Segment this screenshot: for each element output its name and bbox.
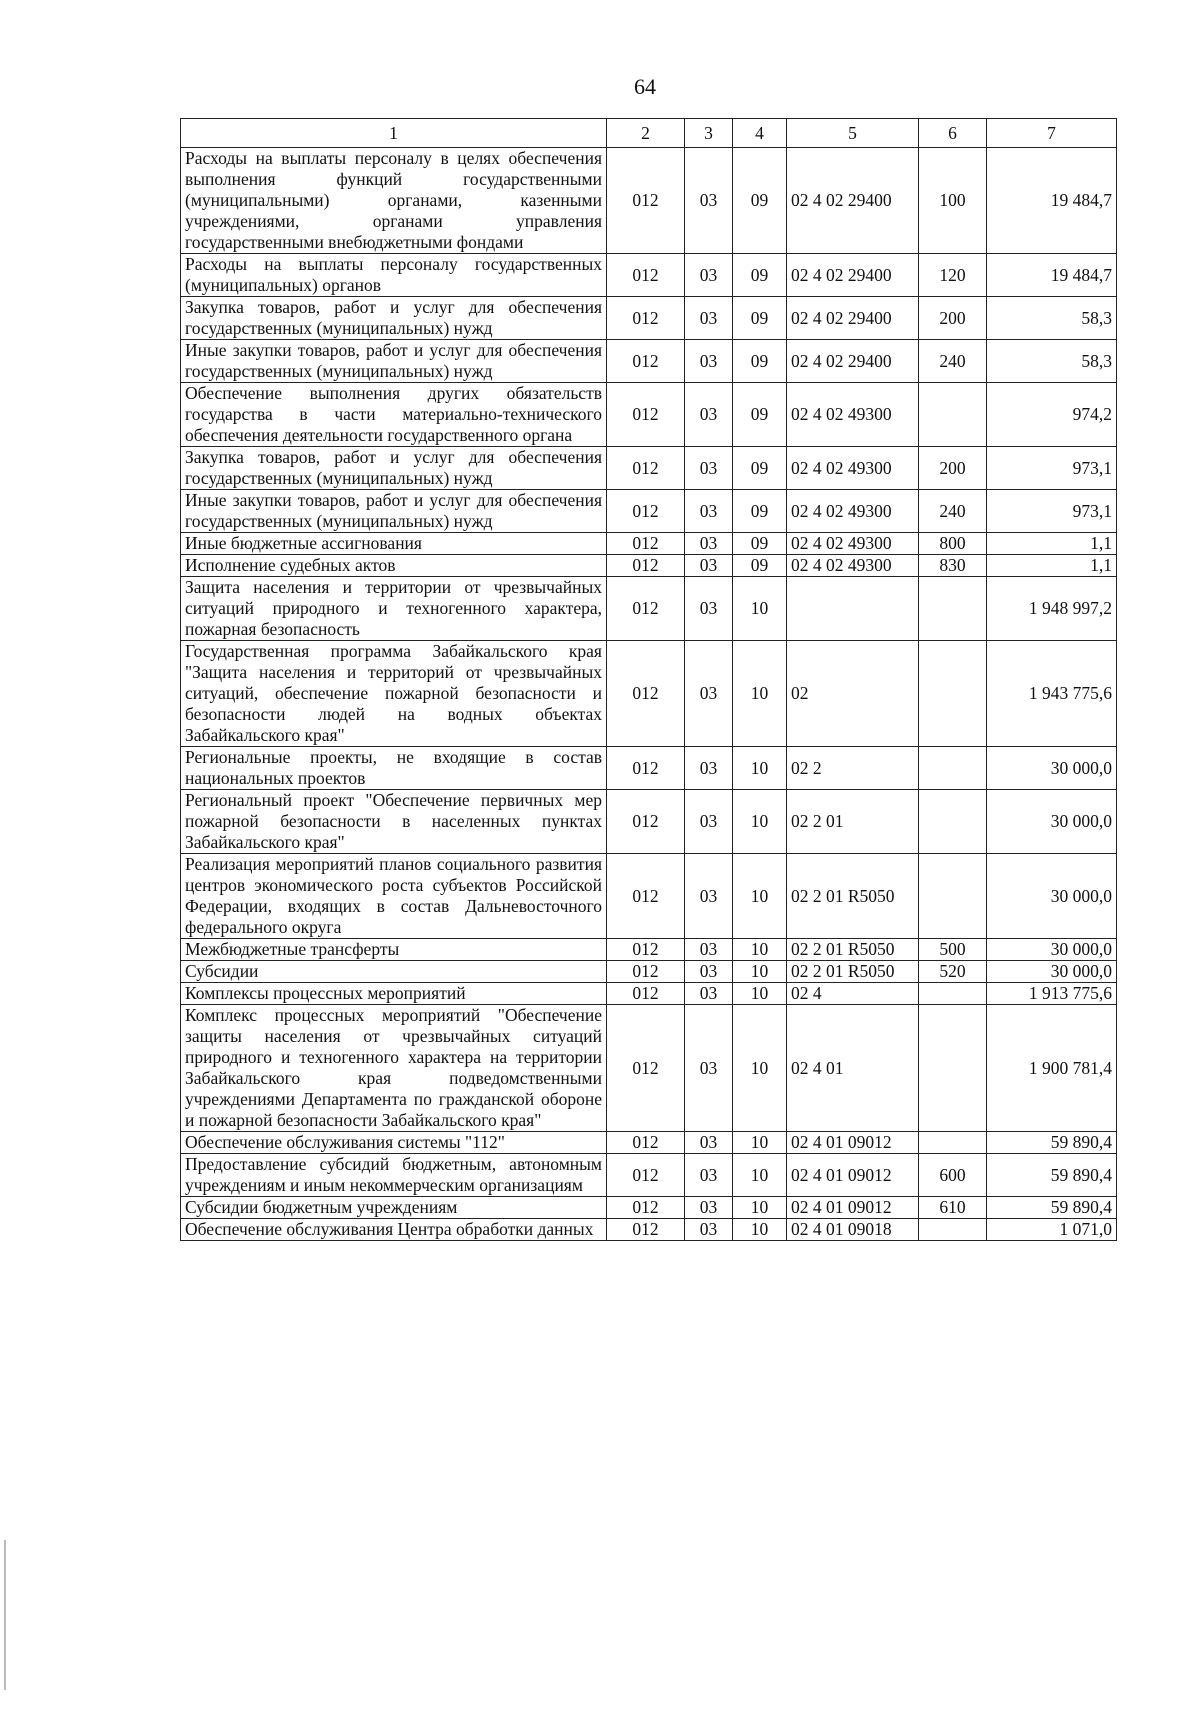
expense-type-cell	[919, 577, 987, 641]
amount-cell: 59 890,4	[987, 1154, 1117, 1197]
expense-type-cell	[919, 790, 987, 854]
amount-cell: 58,3	[987, 340, 1117, 383]
table-row	[181, 555, 1117, 577]
row-name-cell: Межбюджетные трансферты	[181, 939, 607, 961]
expense-type-cell: 600	[919, 1154, 987, 1197]
target-article-cell: 02 4 02 49300	[787, 533, 919, 555]
amount-cell: 973,1	[987, 490, 1117, 533]
amount-cell: 59 890,4	[987, 1197, 1117, 1219]
admin-code-cell: 012	[607, 383, 685, 447]
amount-cell: 30 000,0	[987, 961, 1117, 983]
subsection-cell: 09	[733, 148, 787, 254]
admin-code-cell: 012	[607, 533, 685, 555]
row-name-cell: Закупка товаров, работ и услуг для обеспечения государственных (муниципальных) нужд	[181, 297, 607, 340]
column-header: 5	[787, 119, 919, 148]
section-cell: 03	[685, 577, 733, 641]
table-row	[181, 961, 1117, 983]
amount-cell: 58,3	[987, 297, 1117, 340]
target-article-cell: 02 4 02 49300	[787, 555, 919, 577]
column-header: 4	[733, 119, 787, 148]
row-name-cell: Субсидии	[181, 961, 607, 983]
row-name-cell: Обеспечение выполнения других обязательств государства в части материально-технического обеспечения деятельности государственного органа	[181, 383, 607, 447]
admin-code-cell: 012	[607, 148, 685, 254]
subsection-cell: 10	[733, 961, 787, 983]
admin-code-cell: 012	[607, 1154, 685, 1197]
admin-code-cell: 012	[607, 641, 685, 747]
amount-cell: 30 000,0	[987, 790, 1117, 854]
section-cell: 03	[685, 1132, 733, 1154]
amount-cell: 1 943 775,6	[987, 641, 1117, 747]
subsection-cell: 10	[733, 747, 787, 790]
admin-code-cell: 012	[607, 254, 685, 297]
target-article-cell: 02 4 01	[787, 1005, 919, 1132]
amount-cell: 19 484,7	[987, 148, 1117, 254]
expense-type-cell: 120	[919, 254, 987, 297]
admin-code-cell: 012	[607, 297, 685, 340]
target-article-cell: 02 2 01 R5050	[787, 939, 919, 961]
target-article-cell: 02 2	[787, 747, 919, 790]
column-header: 2	[607, 119, 685, 148]
target-article-cell: 02 4 01 09012	[787, 1197, 919, 1219]
admin-code-cell: 012	[607, 961, 685, 983]
row-name-cell: Иные закупки товаров, работ и услуг для обеспечения государственных (муниципальных) нужд	[181, 490, 607, 533]
expense-type-cell	[919, 983, 987, 1005]
subsection-cell: 09	[733, 447, 787, 490]
amount-cell: 30 000,0	[987, 747, 1117, 790]
section-cell: 03	[685, 297, 733, 340]
row-name-cell: Комплексы процессных мероприятий	[181, 983, 607, 1005]
target-article-cell: 02 4 01 09018	[787, 1219, 919, 1241]
row-name-cell: Предоставление субсидий бюджетным, автономным учреждениям и иным некоммерческим организациям	[181, 1154, 607, 1197]
row-name-cell: Реализация мероприятий планов социального развития центров экономического роста субъектов Российской Федерации, входящих в состав Дальневосточного федерального округа	[181, 854, 607, 939]
target-article-cell: 02 2 01	[787, 790, 919, 854]
amount-cell: 19 484,7	[987, 254, 1117, 297]
section-cell: 03	[685, 447, 733, 490]
admin-code-cell: 012	[607, 854, 685, 939]
table-row	[181, 1132, 1117, 1154]
subsection-cell: 10	[733, 1197, 787, 1219]
section-cell: 03	[685, 961, 733, 983]
table-row	[181, 533, 1117, 555]
amount-cell: 1,1	[987, 533, 1117, 555]
admin-code-cell: 012	[607, 555, 685, 577]
table-row	[181, 854, 1117, 939]
table-row	[181, 447, 1117, 490]
table-row	[181, 254, 1117, 297]
amount-cell: 1 900 781,4	[987, 1005, 1117, 1132]
expense-type-cell: 240	[919, 490, 987, 533]
target-article-cell: 02 4 02 29400	[787, 340, 919, 383]
row-name-cell: Иные закупки товаров, работ и услуг для обеспечения государственных (муниципальных) нужд	[181, 340, 607, 383]
expense-type-cell: 100	[919, 148, 987, 254]
table-row	[181, 1154, 1117, 1197]
table-row	[181, 1219, 1117, 1241]
expense-type-cell	[919, 854, 987, 939]
expense-type-cell	[919, 1132, 987, 1154]
expense-type-cell: 200	[919, 447, 987, 490]
target-article-cell	[787, 577, 919, 641]
amount-cell: 1,1	[987, 555, 1117, 577]
target-article-cell: 02 4 02 29400	[787, 254, 919, 297]
scan-edge-line	[4, 1540, 6, 1690]
row-name-cell: Исполнение судебных актов	[181, 555, 607, 577]
subsection-cell: 10	[733, 1132, 787, 1154]
table-row	[181, 641, 1117, 747]
subsection-cell: 10	[733, 939, 787, 961]
section-cell: 03	[685, 1154, 733, 1197]
target-article-cell: 02	[787, 641, 919, 747]
row-name-cell: Региональные проекты, не входящие в состав национальных проектов	[181, 747, 607, 790]
subsection-cell: 10	[733, 1154, 787, 1197]
row-name-cell: Расходы на выплаты персоналу в целях обеспечения выполнения функций государственными (муниципальными) органами, казенными учреждениями, органами управления государственными внебюджетными фондами	[181, 148, 607, 254]
table-row	[181, 148, 1117, 254]
expense-type-cell: 610	[919, 1197, 987, 1219]
table-header-row	[181, 119, 1117, 148]
budget-table	[180, 118, 1117, 1241]
section-cell: 03	[685, 747, 733, 790]
expense-type-cell	[919, 1219, 987, 1241]
table-row	[181, 939, 1117, 961]
subsection-cell: 10	[733, 1005, 787, 1132]
subsection-cell: 10	[733, 983, 787, 1005]
admin-code-cell: 012	[607, 577, 685, 641]
target-article-cell: 02 4 01 09012	[787, 1132, 919, 1154]
expense-type-cell: 200	[919, 297, 987, 340]
target-article-cell: 02 4 02 29400	[787, 148, 919, 254]
subsection-cell: 10	[733, 577, 787, 641]
page-number: 64	[634, 74, 656, 99]
section-cell: 03	[685, 790, 733, 854]
expense-type-cell: 520	[919, 961, 987, 983]
subsection-cell: 09	[733, 555, 787, 577]
admin-code-cell: 012	[607, 939, 685, 961]
target-article-cell: 02 2 01 R5050	[787, 854, 919, 939]
table-row	[181, 577, 1117, 641]
admin-code-cell: 012	[607, 1132, 685, 1154]
expense-type-cell: 240	[919, 340, 987, 383]
target-article-cell: 02 4 02 49300	[787, 383, 919, 447]
row-name-cell: Региональный проект "Обеспечение первичных мер пожарной безопасности в населенных пунктах Забайкальского края"	[181, 790, 607, 854]
section-cell: 03	[685, 641, 733, 747]
table-row	[181, 490, 1117, 533]
amount-cell: 1 913 775,6	[987, 983, 1117, 1005]
amount-cell: 59 890,4	[987, 1132, 1117, 1154]
row-name-cell: Защита населения и территории от чрезвычайных ситуаций природного и техногенного характера, пожарная безопасность	[181, 577, 607, 641]
subsection-cell: 10	[733, 854, 787, 939]
section-cell: 03	[685, 939, 733, 961]
target-article-cell: 02 4 02 49300	[787, 490, 919, 533]
subsection-cell: 10	[733, 1219, 787, 1241]
admin-code-cell: 012	[607, 1197, 685, 1219]
table-row	[181, 297, 1117, 340]
amount-cell: 30 000,0	[987, 939, 1117, 961]
column-header: 7	[987, 119, 1117, 148]
admin-code-cell: 012	[607, 447, 685, 490]
amount-cell: 1 948 997,2	[987, 577, 1117, 641]
subsection-cell: 09	[733, 254, 787, 297]
expense-type-cell: 830	[919, 555, 987, 577]
table-row	[181, 747, 1117, 790]
admin-code-cell: 012	[607, 1005, 685, 1132]
expense-type-cell	[919, 383, 987, 447]
section-cell: 03	[685, 854, 733, 939]
section-cell: 03	[685, 148, 733, 254]
section-cell: 03	[685, 340, 733, 383]
row-name-cell: Иные бюджетные ассигнования	[181, 533, 607, 555]
section-cell: 03	[685, 1219, 733, 1241]
expense-type-cell	[919, 641, 987, 747]
target-article-cell: 02 4 02 29400	[787, 297, 919, 340]
column-header: 3	[685, 119, 733, 148]
admin-code-cell: 012	[607, 983, 685, 1005]
subsection-cell: 10	[733, 790, 787, 854]
amount-cell: 974,2	[987, 383, 1117, 447]
amount-cell: 973,1	[987, 447, 1117, 490]
admin-code-cell: 012	[607, 747, 685, 790]
expense-type-cell: 500	[919, 939, 987, 961]
subsection-cell: 09	[733, 383, 787, 447]
expense-type-cell	[919, 1005, 987, 1132]
section-cell: 03	[685, 1005, 733, 1132]
row-name-cell: Обеспечение обслуживания системы "112"	[181, 1132, 607, 1154]
subsection-cell: 10	[733, 641, 787, 747]
row-name-cell: Государственная программа Забайкальского края "Защита населения и территорий от чрезвычайных ситуаций, обеспечение пожарной безопасности и безопасности людей на водных объектах Забайкальского края"	[181, 641, 607, 747]
row-name-cell: Комплекс процессных мероприятий "Обеспечение защиты населения от чрезвычайных ситуаций природного и техногенного характера на территории Забайкальского края подведомственными учреждениями Департамента по гражданской обороне и пожарной безопасности Забайкальского края"	[181, 1005, 607, 1132]
admin-code-cell: 012	[607, 490, 685, 533]
table-row	[181, 1197, 1117, 1219]
column-header: 1	[181, 119, 607, 148]
section-cell: 03	[685, 490, 733, 533]
amount-cell: 1 071,0	[987, 1219, 1117, 1241]
column-header: 6	[919, 119, 987, 148]
section-cell: 03	[685, 983, 733, 1005]
admin-code-cell: 012	[607, 340, 685, 383]
subsection-cell: 09	[733, 533, 787, 555]
amount-cell: 30 000,0	[987, 854, 1117, 939]
section-cell: 03	[685, 533, 733, 555]
section-cell: 03	[685, 254, 733, 297]
target-article-cell: 02 4 02 49300	[787, 447, 919, 490]
subsection-cell: 09	[733, 490, 787, 533]
section-cell: 03	[685, 383, 733, 447]
table-row	[181, 983, 1117, 1005]
target-article-cell: 02 4	[787, 983, 919, 1005]
admin-code-cell: 012	[607, 1219, 685, 1241]
target-article-cell: 02 2 01 R5050	[787, 961, 919, 983]
row-name-cell: Закупка товаров, работ и услуг для обеспечения государственных (муниципальных) нужд	[181, 447, 607, 490]
table-row	[181, 340, 1117, 383]
table-row	[181, 383, 1117, 447]
subsection-cell: 09	[733, 340, 787, 383]
section-cell: 03	[685, 1197, 733, 1219]
section-cell: 03	[685, 555, 733, 577]
row-name-cell: Субсидии бюджетным учреждениям	[181, 1197, 607, 1219]
target-article-cell: 02 4 01 09012	[787, 1154, 919, 1197]
row-name-cell: Обеспечение обслуживания Центра обработки данных	[181, 1219, 607, 1241]
row-name-cell: Расходы на выплаты персоналу государственных (муниципальных) органов	[181, 254, 607, 297]
table-row	[181, 1005, 1117, 1132]
expense-type-cell	[919, 747, 987, 790]
table-row	[181, 790, 1117, 854]
expense-type-cell: 800	[919, 533, 987, 555]
subsection-cell: 09	[733, 297, 787, 340]
admin-code-cell: 012	[607, 790, 685, 854]
